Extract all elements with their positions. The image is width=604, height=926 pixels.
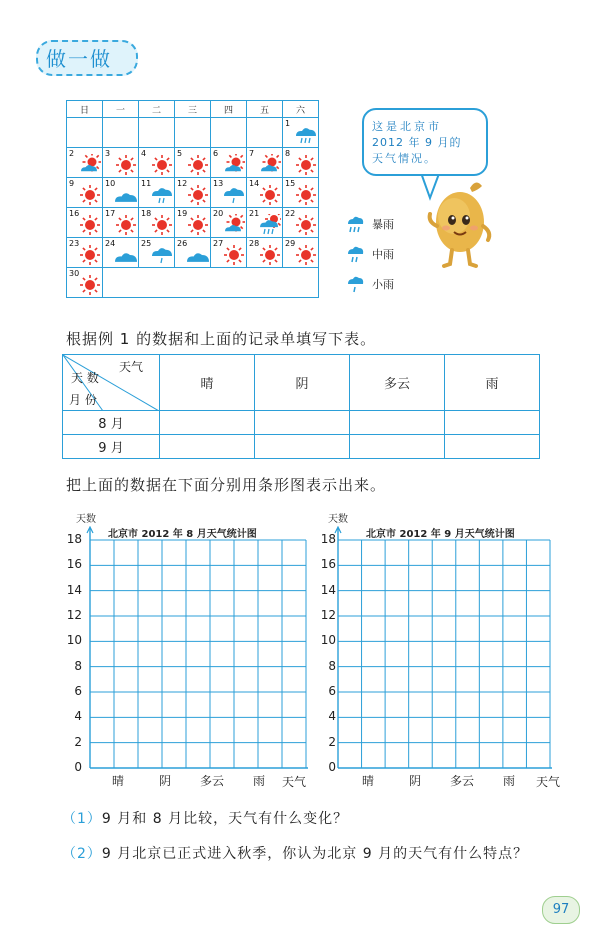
column-header: 晴 bbox=[160, 355, 255, 411]
y-tick-label: 16 bbox=[320, 557, 336, 572]
chart-title: 北京市 2012 年 9 月天气统计图 bbox=[366, 529, 515, 540]
x-category-label: 晴 bbox=[361, 774, 374, 788]
chart-grid bbox=[86, 526, 310, 776]
day-number: 22 bbox=[285, 209, 296, 218]
legend-label: 中雨 bbox=[372, 248, 394, 261]
day-number: 30 bbox=[69, 269, 80, 278]
section-title: 做一做 bbox=[46, 47, 112, 71]
moderate-rain-icon bbox=[344, 244, 366, 264]
y-tick-label: 0 bbox=[328, 760, 336, 774]
table-cell[interactable] bbox=[160, 411, 255, 435]
bubble-line-3: 天气情况。 bbox=[372, 152, 437, 165]
legend-label: 暴雨 bbox=[372, 218, 394, 231]
legend-item-light-rain bbox=[344, 274, 424, 294]
table-cell[interactable] bbox=[350, 435, 445, 459]
y-tick-label: 18 bbox=[320, 532, 336, 546]
day-number: 7 bbox=[249, 149, 255, 158]
y-tick-label: 2 bbox=[74, 734, 82, 749]
y-tick-label: 4 bbox=[328, 709, 336, 724]
y-tick-label: 0 bbox=[74, 760, 82, 774]
question-text: 9 月和 8 月比较，天气有什么变化？ bbox=[101, 811, 349, 827]
weekday-header: 一 bbox=[103, 101, 139, 118]
bubble-line-2: 2012 年 9 月的 bbox=[372, 136, 462, 149]
day-number: 9 bbox=[69, 179, 75, 188]
y-tick-label: 8 bbox=[74, 658, 82, 673]
day-number: 12 bbox=[177, 179, 188, 188]
day-number: 21 bbox=[249, 209, 260, 218]
y-tick-label: 10 bbox=[320, 633, 336, 648]
question-number: （1） bbox=[62, 811, 102, 827]
x-category-label: 阴 bbox=[408, 774, 421, 788]
legend-label: 小雨 bbox=[372, 278, 394, 291]
table-cell[interactable] bbox=[445, 411, 540, 435]
chart-grid bbox=[334, 526, 554, 776]
legend-item-heavy-rain bbox=[344, 214, 424, 234]
day-number: 25 bbox=[141, 239, 152, 248]
column-header: 雨 bbox=[445, 355, 540, 411]
table-corner-header bbox=[63, 355, 160, 411]
day-number: 26 bbox=[177, 239, 188, 248]
day-number: 18 bbox=[141, 209, 152, 218]
bubble-line-1: 这是北京市 bbox=[372, 120, 442, 133]
weather-summary-table bbox=[62, 354, 540, 459]
heavy-rain-icon bbox=[344, 214, 366, 234]
y-tick-label: 2 bbox=[328, 734, 336, 749]
weekday-header: 日 bbox=[67, 101, 103, 118]
y-axis-label: 天数 bbox=[76, 514, 96, 525]
day-number: 16 bbox=[69, 209, 80, 218]
question-2 bbox=[62, 843, 528, 863]
y-axis-label: 天数 bbox=[328, 514, 348, 525]
y-tick-label: 14 bbox=[320, 582, 336, 597]
y-tick-label: 4 bbox=[74, 709, 82, 724]
y-tick-label: 6 bbox=[328, 684, 336, 698]
weekday-header: 六 bbox=[283, 101, 319, 118]
light-rain-icon bbox=[344, 274, 366, 294]
day-number: 10 bbox=[105, 179, 116, 188]
x-category-label: 多云 bbox=[199, 774, 224, 788]
day-number: 19 bbox=[177, 209, 188, 218]
day-number: 6 bbox=[213, 149, 219, 158]
chart-title: 北京市 2012 年 8 月天气统计图 bbox=[108, 529, 257, 540]
y-tick-label: 12 bbox=[66, 608, 82, 622]
x-axis-label: 天气 bbox=[282, 775, 307, 789]
day-number: 5 bbox=[177, 149, 183, 158]
y-tick-label: 14 bbox=[66, 582, 82, 597]
column-header: 多云 bbox=[350, 355, 445, 411]
instruction-fill-table: 根据例 1 的数据和上面的记录单填写下表。 bbox=[66, 330, 377, 348]
day-number: 29 bbox=[285, 239, 296, 248]
day-number: 13 bbox=[213, 179, 224, 188]
weekday-header: 五 bbox=[247, 101, 283, 118]
y-tick-label: 18 bbox=[66, 532, 82, 546]
x-category-label: 雨 bbox=[502, 774, 515, 788]
table-cell[interactable] bbox=[160, 435, 255, 459]
day-number: 2 bbox=[69, 149, 75, 158]
day-number: 11 bbox=[141, 179, 152, 188]
day-number: 3 bbox=[105, 149, 111, 158]
day-number: 15 bbox=[285, 179, 296, 188]
question-number: （2） bbox=[62, 846, 102, 862]
table-row bbox=[63, 435, 540, 459]
row-header: 8 月 bbox=[63, 411, 160, 435]
x-category-label: 雨 bbox=[252, 774, 265, 788]
weekday-header: 二 bbox=[139, 101, 175, 118]
table-cell[interactable] bbox=[350, 411, 445, 435]
day-number: 17 bbox=[105, 209, 116, 218]
corner-label-month: 月 份 bbox=[69, 393, 97, 407]
day-number: 4 bbox=[141, 149, 147, 158]
day-number: 24 bbox=[105, 239, 116, 248]
table-row bbox=[63, 411, 540, 435]
column-header: 阴 bbox=[255, 355, 350, 411]
y-tick-label: 8 bbox=[328, 658, 336, 673]
y-tick-label: 16 bbox=[66, 557, 82, 572]
weekday-header: 四 bbox=[211, 101, 247, 118]
corner-label-days: 天 数 bbox=[71, 371, 99, 385]
mascot-illustration bbox=[424, 176, 496, 270]
table-cell[interactable] bbox=[255, 435, 350, 459]
day-number: 14 bbox=[249, 179, 260, 188]
day-number: 1 bbox=[285, 119, 291, 128]
question-text: 9 月北京已正式进入秋季，你认为北京 9 月的天气有什么特点？ bbox=[101, 846, 529, 862]
table-cell[interactable] bbox=[255, 411, 350, 435]
y-tick-label: 12 bbox=[320, 608, 336, 622]
corner-label-weather: 天气 bbox=[119, 360, 144, 374]
day-number: 28 bbox=[249, 239, 260, 248]
x-category-label: 晴 bbox=[111, 774, 124, 788]
instruction-draw-charts: 把上面的数据在下面分别用条形图表示出来。 bbox=[66, 476, 387, 494]
legend-item-moderate-rain bbox=[344, 244, 424, 264]
y-tick-label: 6 bbox=[74, 684, 82, 698]
page-number: 97 bbox=[542, 896, 580, 924]
weekday-header: 三 bbox=[175, 101, 211, 118]
day-number: 8 bbox=[285, 149, 291, 158]
x-category-label: 阴 bbox=[158, 774, 171, 788]
row-header: 9 月 bbox=[63, 435, 160, 459]
x-axis-label: 天气 bbox=[536, 775, 561, 789]
y-tick-label: 10 bbox=[66, 633, 82, 648]
day-number: 23 bbox=[69, 239, 80, 248]
day-number: 20 bbox=[213, 209, 224, 218]
table-cell[interactable] bbox=[445, 435, 540, 459]
question-1 bbox=[62, 808, 348, 828]
day-number: 27 bbox=[213, 239, 224, 248]
x-category-label: 多云 bbox=[449, 774, 474, 788]
